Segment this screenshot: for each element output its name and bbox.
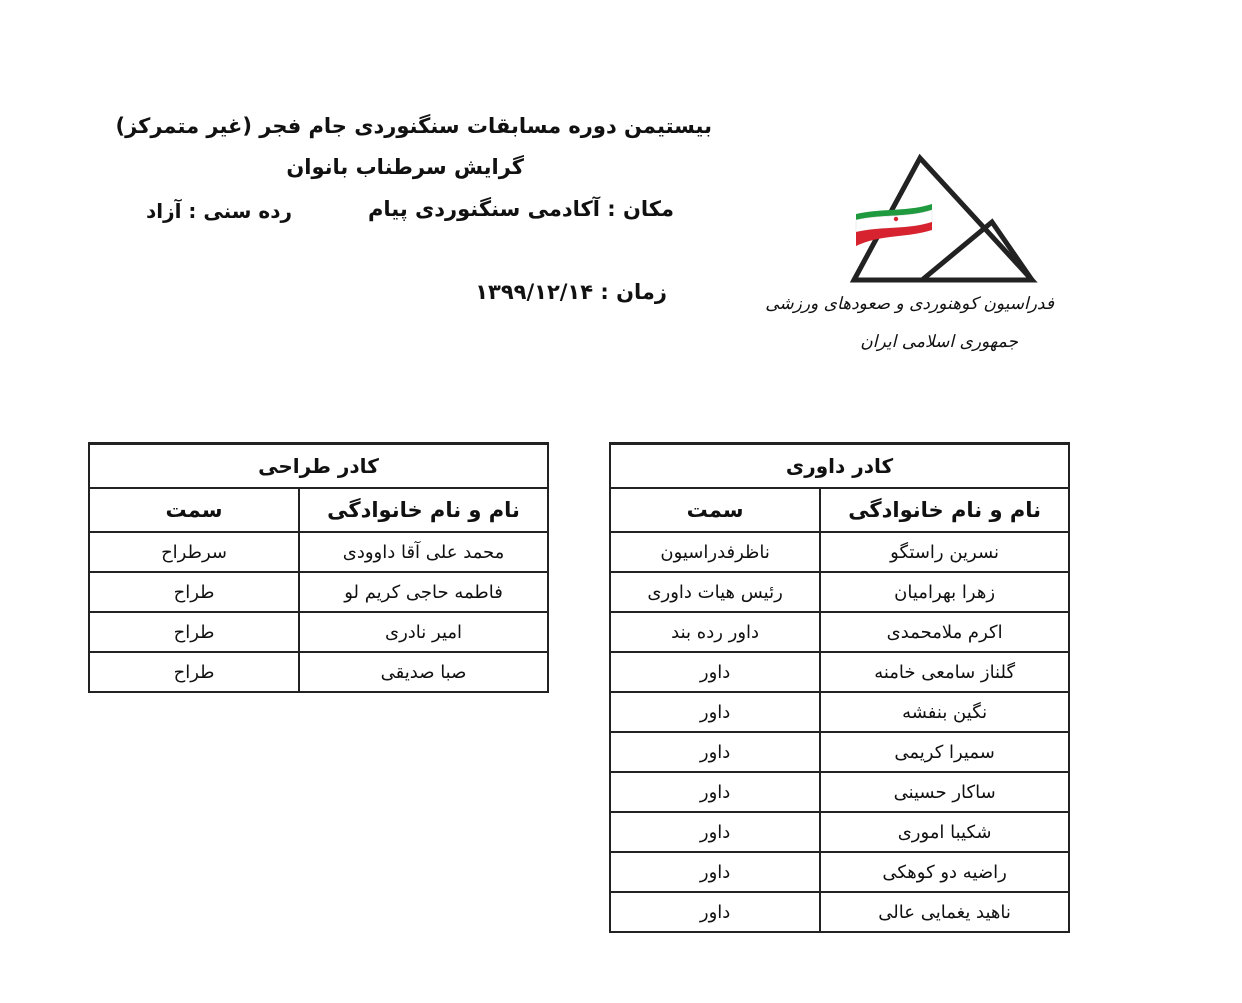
judging-role-cell: ناظرفدراسیون: [610, 532, 820, 572]
design-name-cell: محمد علی آقا داوودی: [299, 532, 548, 572]
design-name-cell: امیر نادری: [299, 612, 548, 652]
judging-role-cell: داور: [610, 892, 820, 932]
table-row: [610, 572, 1069, 612]
judging-role-cell: داور: [610, 772, 820, 812]
time-line: [475, 280, 667, 304]
table-row: [610, 692, 1069, 732]
age-line: [146, 199, 292, 223]
judging-name-cell: راضیه دو کوهکی: [820, 852, 1069, 892]
place-line: [368, 197, 674, 221]
table-row: [610, 772, 1069, 812]
design-team-table: [88, 442, 549, 693]
design-team-caption: کادر طراحی: [89, 444, 548, 489]
logo-text-country: جمهوری اسلامی ایران: [860, 332, 1018, 352]
judging-role-cell: داور رده بند: [610, 612, 820, 652]
age-label: رده سنی :: [188, 199, 292, 223]
judging-name-cell: ساکار حسینی: [820, 772, 1069, 812]
document-subtitle: گرایش سرطناب بانوان: [286, 155, 524, 179]
table-row: [610, 652, 1069, 692]
table-row: [89, 652, 548, 692]
mountain-small: [922, 222, 1032, 280]
table-row: [610, 532, 1069, 572]
judging-name-cell: زهرا بهرامیان: [820, 572, 1069, 612]
table-row: [610, 852, 1069, 892]
judging-role-cell: داور: [610, 732, 820, 772]
design-role-cell: طراح: [89, 612, 299, 652]
judging-name-cell: اکرم ملامحمدی: [820, 612, 1069, 652]
judging-role-cell: داور: [610, 692, 820, 732]
judging-name-cell: گلناز سامعی خامنه: [820, 652, 1069, 692]
judging-name-cell: سمیرا کریمی: [820, 732, 1069, 772]
age-value: آزاد: [145, 199, 182, 223]
design-role-cell: طراح: [89, 572, 299, 612]
table-row: [610, 612, 1069, 652]
judging-name-cell: ناهید یغمایی عالی: [820, 892, 1069, 932]
table-row: [89, 572, 548, 612]
judging-name-cell: نسرین راستگو: [820, 532, 1069, 572]
flag-emblem: [894, 217, 898, 221]
judging-team-table: [609, 442, 1070, 933]
place-value: آکادمی سنگنوردی پیام: [367, 197, 600, 221]
time-value: ۱۳۹۹/۱۲/۱۴: [475, 280, 594, 304]
judging-role-cell: داور: [610, 652, 820, 692]
judging-role-cell: داور: [610, 852, 820, 892]
place-label: مکان :: [607, 197, 674, 221]
time-label: زمان :: [600, 280, 667, 304]
federation-logo-icon: [765, 150, 1062, 362]
design-role-cell: سرطراح: [89, 532, 299, 572]
design-role-cell: طراح: [89, 652, 299, 692]
judging-col-name-header: نام و نام خانوادگی: [820, 488, 1069, 532]
logo-text-federation: فدراسیون کوهنوردی و صعودهای ورزشی: [765, 294, 1054, 314]
document-title: بیستیمن دوره مسابقات سنگنوردی جام فجر (غیر متمرکز): [115, 114, 712, 138]
judging-name-cell: شکیبا اموری: [820, 812, 1069, 852]
design-col-role-header: سمت: [89, 488, 299, 532]
design-col-name-header: نام و نام خانوادگی: [299, 488, 548, 532]
judging-team-caption: کادر داوری: [610, 444, 1069, 489]
judging-role-cell: رئیس هیات داوری: [610, 572, 820, 612]
table-row: [89, 612, 548, 652]
table-row: [610, 732, 1069, 772]
design-name-cell: صبا صدیقی: [299, 652, 548, 692]
judging-name-cell: نگین بنفشه: [820, 692, 1069, 732]
table-row: [610, 812, 1069, 852]
table-row: [89, 532, 548, 572]
design-name-cell: فاطمه حاجی کریم لو: [299, 572, 548, 612]
table-row: [610, 892, 1069, 932]
judging-role-cell: داور: [610, 812, 820, 852]
judging-col-role-header: سمت: [610, 488, 820, 532]
